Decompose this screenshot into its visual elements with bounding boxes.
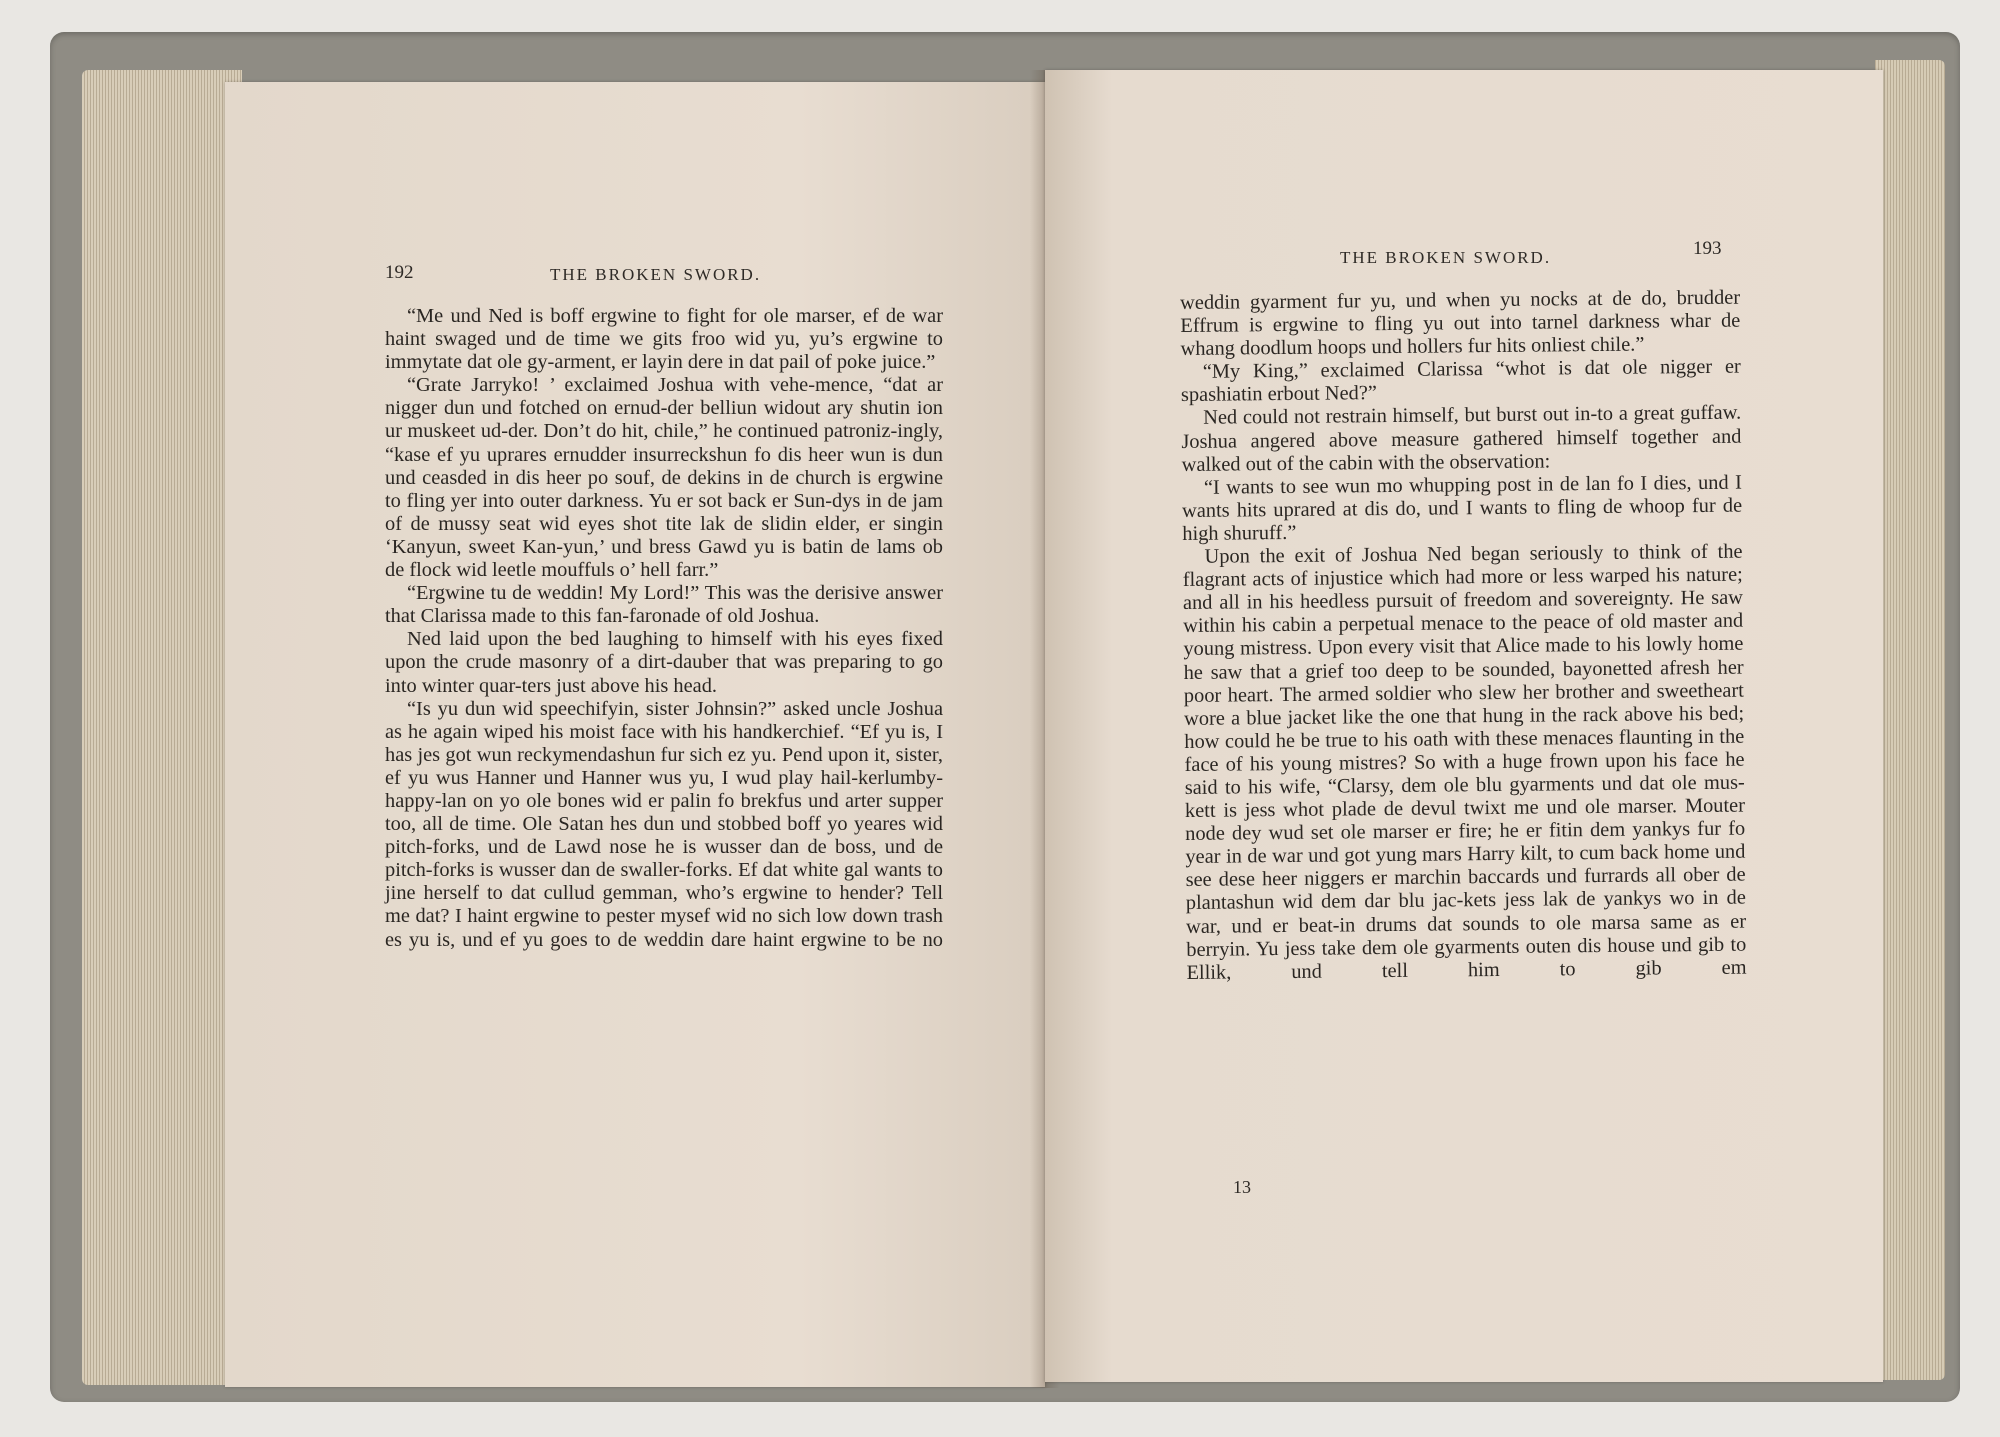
signature-mark: 13 xyxy=(1233,1177,1251,1197)
paragraph: Ned could not restrain himself, but burst out in-to a great guffaw. Joshua angered above measure gathered himself together and walked out of the cabin with the observation: xyxy=(1181,402,1742,476)
paragraph: “My King,” exclaimed Clarissa “whot is dat ole nigger er spashiatin erbout Ned?” xyxy=(1180,355,1741,407)
page-number-right: 193 xyxy=(1693,238,1722,259)
paragraph: weddin gyarment fur yu, und when yu nocks at de do, brudder Effrum is ergwine to fling yu out into tarnel darkness whar de whang doodlum hoops und hollers fur hits onliest chile.” xyxy=(1180,286,1741,361)
right-page xyxy=(1045,70,1883,1382)
page-number-left: 192 xyxy=(385,262,414,283)
paragraph: “Grate Jarryko! ’ exclaimed Joshua with vehe-mence, “dat ar nigger dun und fotched on ernud-der belliun widout ary shutin ion ur muskeet ud-der. Don’t do hit, chile,” he continued patroniz-ingly, “kase ef yu uprares ernudder insurreckshun fo dis heer wun is dun und ceasded in dis heer po souf, de dekins in de church is ergwine to fling yer into outer darkness. Yu er sot back er Sun-dys in de jam of de mussy seat wid eyes shot tite lak de slidin elder, er singin ‘Kanyun, sweet Kan-yun,’ und bress Gawd yu is batin de lams ob de flock wid leetle mouffuls o’ hell farr.” xyxy=(385,374,943,582)
paragraph: “I wants to see wun mo whupping post in de lan fo I dies, und I wants hits uprared at dis do, und I wants to fling de whoop fur de high shuruff.” xyxy=(1181,471,1743,545)
page-edges-right xyxy=(1875,60,1945,1380)
right-page-text xyxy=(1180,287,1747,985)
paragraph: “Ergwine tu de weddin! My Lord!” This was the derisive answer that Clarissa made to this fan-faronade of old Joshua. xyxy=(385,582,943,628)
running-head-right: THE BROKEN SWORD. xyxy=(1340,248,1552,267)
running-head-left: THE BROKEN SWORD. xyxy=(550,265,762,284)
paragraph: “Me und Ned is boff ergwine to fight for ole marser, ef de war haint swaged und de time we gits froo wid yu, yu’s ergwine to immytate dat ole gy-arment, er layin dere in dat pail of poke juice.” xyxy=(385,305,943,374)
left-page-text xyxy=(385,305,943,952)
left-page xyxy=(225,82,1045,1387)
paragraph: Upon the exit of Joshua Ned began seriously to think of the flagrant acts of injustice which had more or less warped his nature; and all in his heedless pursuit of freedom and sovereignty. He saw within his cabin a perpetual menace to the peace of old master and young mistress. Upon every visit that Alice made to his lowly home he saw that a grief too deep to be sounded, bayonetted afresh her poor heart. The armed soldier who slew her brother and sweetheart wore a blue jacket like the one that hung in the rack above his bed; how could he be true to his oath with these menaces flaunting in the face of his young mistres? So with a huge frown upon his face he said to his wife, “Clarsy, dem ole blu gyarments und dat ole mus-kett is jess whot plade de devul twixt me und ole marser. Mouter node dey wud set ole marser er fire; he er fitin dem yankys fur fo year in de war und got yung mars Harry kilt, to cum back home und see dese heer niggers er marchin baccards und furrards all ober de plantashun wid dem dar blu jac-kets jess lak de yankys wo in de war, und er beat-in drums dat sounds to ole marsa same as er berryin. Yu jess take dem ole gyarments outen dis house und gib to Ellik, und tell him to gib em xyxy=(1182,540,1747,984)
paragraph: Ned laid upon the bed laughing to himself with his eyes fixed upon the crude masonry of a dirt-dauber that was preparing to go into winter quar-ters just above his head. xyxy=(385,628,943,697)
page-edges-left xyxy=(82,70,242,1385)
paragraph: “Is yu dun wid speechifyin, sister Johnsin?” asked uncle Joshua as he again wiped his moist face with his handkerchief. “Ef yu is, I has jes got wun reckymendashun fur sich ez yu. Pend upon it, sister, ef yu wus Hanner und Hanner wus yu, I wud play hail-kerlumby-happy-lan on yo ole bones wid er palin fo brekfus und arter supper too, all de time. Ole Satan hes dun und stobbed boff yo yeares wid pitch-forks, und de Lawd nose he is wusser dan de boss, und de pitch-forks is wusser dan de swaller-forks. Ef dat white gal wants to jine herself to dat cullud gemman, who’s ergwine to hender? Tell me dat? I haint ergwine to pester mysef wid no sich low down trash es yu is, und ef yu goes to de weddin dare haint ergwine to be no xyxy=(385,697,943,951)
